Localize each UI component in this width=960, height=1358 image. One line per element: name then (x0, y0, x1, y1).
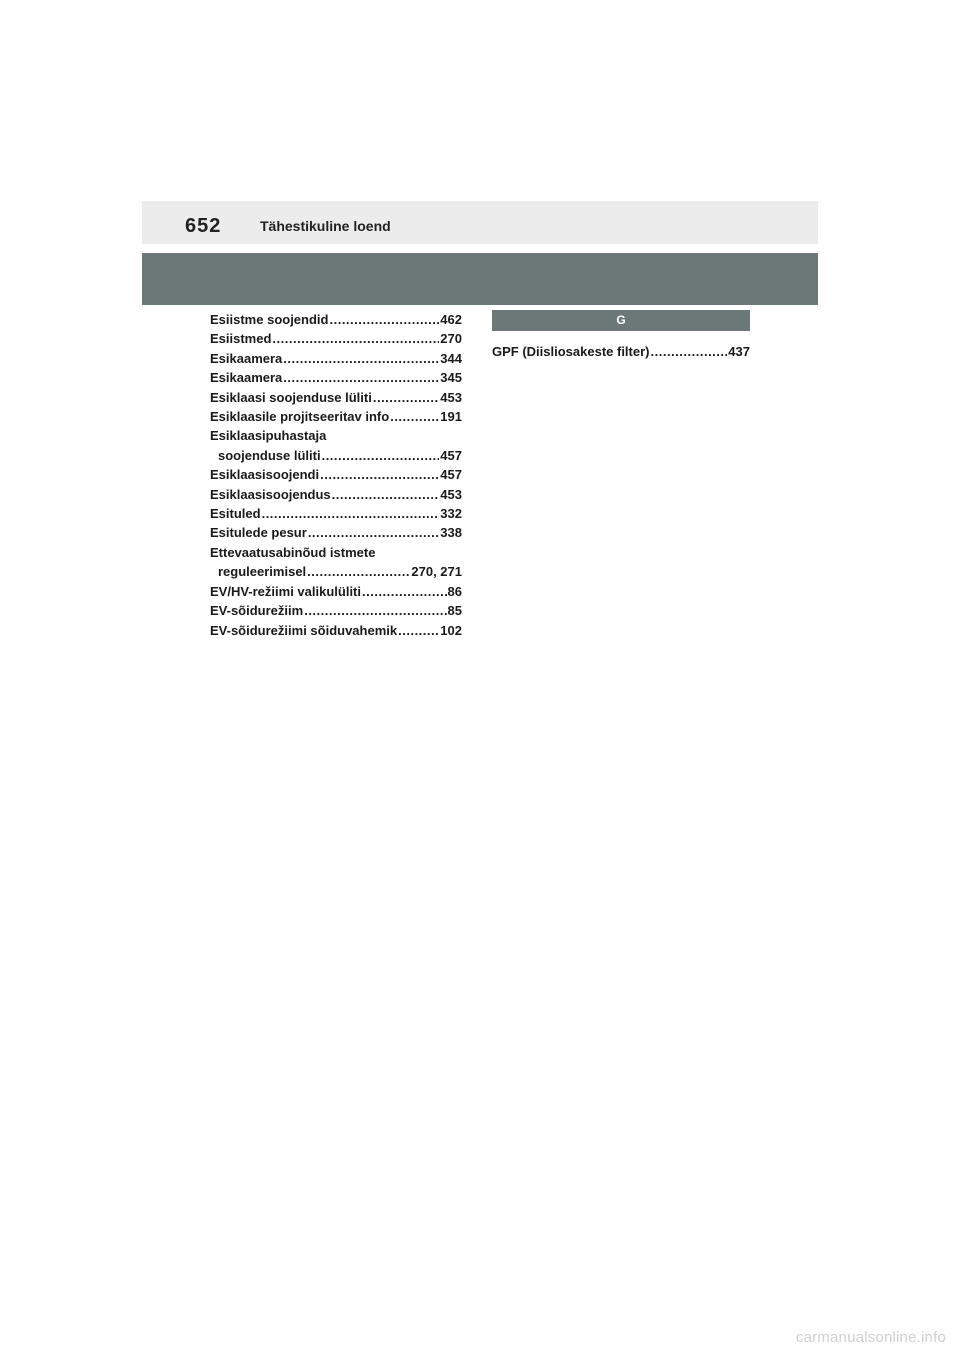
index-term: EV/HV-režiimi valikulüliti (210, 583, 361, 599)
dot-leader (262, 504, 440, 523)
index-page: 85 (447, 603, 462, 619)
index-entry (210, 368, 462, 387)
index-page: 332 (440, 506, 462, 522)
index-term: Esiklaasile projitseeritav info (210, 409, 390, 425)
index-entry (210, 504, 462, 523)
index-entry (210, 601, 462, 620)
index-term: Esiklaasipuhastaja (210, 428, 327, 444)
dot-leader (308, 523, 439, 542)
section-title: Tähestikuline loend (260, 218, 391, 234)
dot-leader (373, 388, 439, 407)
index-entry (210, 543, 462, 562)
index-term: Esiklaasi soojenduse lüliti (210, 389, 372, 405)
dot-leader (651, 342, 728, 361)
dot-leader (322, 446, 440, 465)
index-page: 457 (440, 447, 462, 463)
index-page: 344 (440, 350, 462, 366)
index-page: 102 (440, 622, 462, 638)
dot-leader (320, 465, 439, 484)
section-banner (142, 253, 818, 305)
index-column-left (210, 310, 462, 640)
index-term: GPF (Diisliosakeste filter) (492, 344, 650, 359)
index-entry (210, 523, 462, 542)
index-term: Esiistmed (210, 331, 272, 347)
dot-leader (283, 368, 439, 387)
index-term: Esiklaasisoojendus (210, 486, 331, 502)
index-entry (210, 621, 462, 640)
dot-leader (272, 329, 439, 348)
index-entry (210, 388, 462, 407)
page-number: 652 (185, 215, 222, 237)
index-term: EV-sõidurežiimi sõiduvahemik (210, 622, 398, 638)
index-page: 437 (728, 344, 750, 359)
index-page: 453 (440, 389, 462, 405)
watermark-logo: carmanualsonline.info (795, 1329, 946, 1346)
index-column-right (492, 310, 750, 361)
index-term: reguleerimisel (218, 564, 307, 580)
letter-heading: G (492, 310, 750, 331)
dot-leader (390, 407, 439, 426)
dot-leader (398, 621, 439, 640)
index-page: 86 (447, 583, 462, 599)
dot-leader (332, 485, 440, 504)
dot-leader (329, 310, 439, 329)
index-page: 338 (440, 525, 462, 541)
index-term: soojenduse lüliti (218, 447, 321, 463)
index-page: 453 (440, 486, 462, 502)
index-entry (210, 407, 462, 426)
index-term: Esitulede pesur (210, 525, 307, 541)
index-page: 462 (440, 312, 462, 327)
index-page: 457 (440, 467, 462, 483)
dot-leader (304, 601, 446, 620)
index-term: Esikaamera (210, 370, 283, 386)
index-entry (210, 485, 462, 504)
index-page: 270 (440, 331, 462, 347)
index-entry-sub (210, 446, 462, 465)
index-term: Esiistme soojendid (210, 312, 329, 327)
index-page: 191 (440, 409, 462, 425)
dot-leader (307, 562, 410, 581)
header-bar (142, 201, 818, 244)
index-page: 270, 271 (411, 564, 462, 580)
index-entry (210, 329, 462, 348)
dot-leader (283, 349, 439, 368)
index-entry (210, 465, 462, 484)
index-term: Ettevaatusabinõud istmete (210, 544, 376, 560)
index-term: Esiklaasisoojendi (210, 467, 320, 483)
index-entry (210, 582, 462, 601)
index-entry (210, 310, 462, 329)
index-term: Esituled (210, 506, 261, 522)
index-page: 345 (440, 370, 462, 386)
index-entry-sub (210, 562, 462, 581)
index-entry (492, 342, 750, 361)
index-term: Esikaamera (210, 350, 283, 366)
index-entry (210, 426, 462, 445)
dot-leader (362, 582, 447, 601)
index-entry (210, 349, 462, 368)
index-term: EV-sõidurežiim (210, 603, 304, 619)
